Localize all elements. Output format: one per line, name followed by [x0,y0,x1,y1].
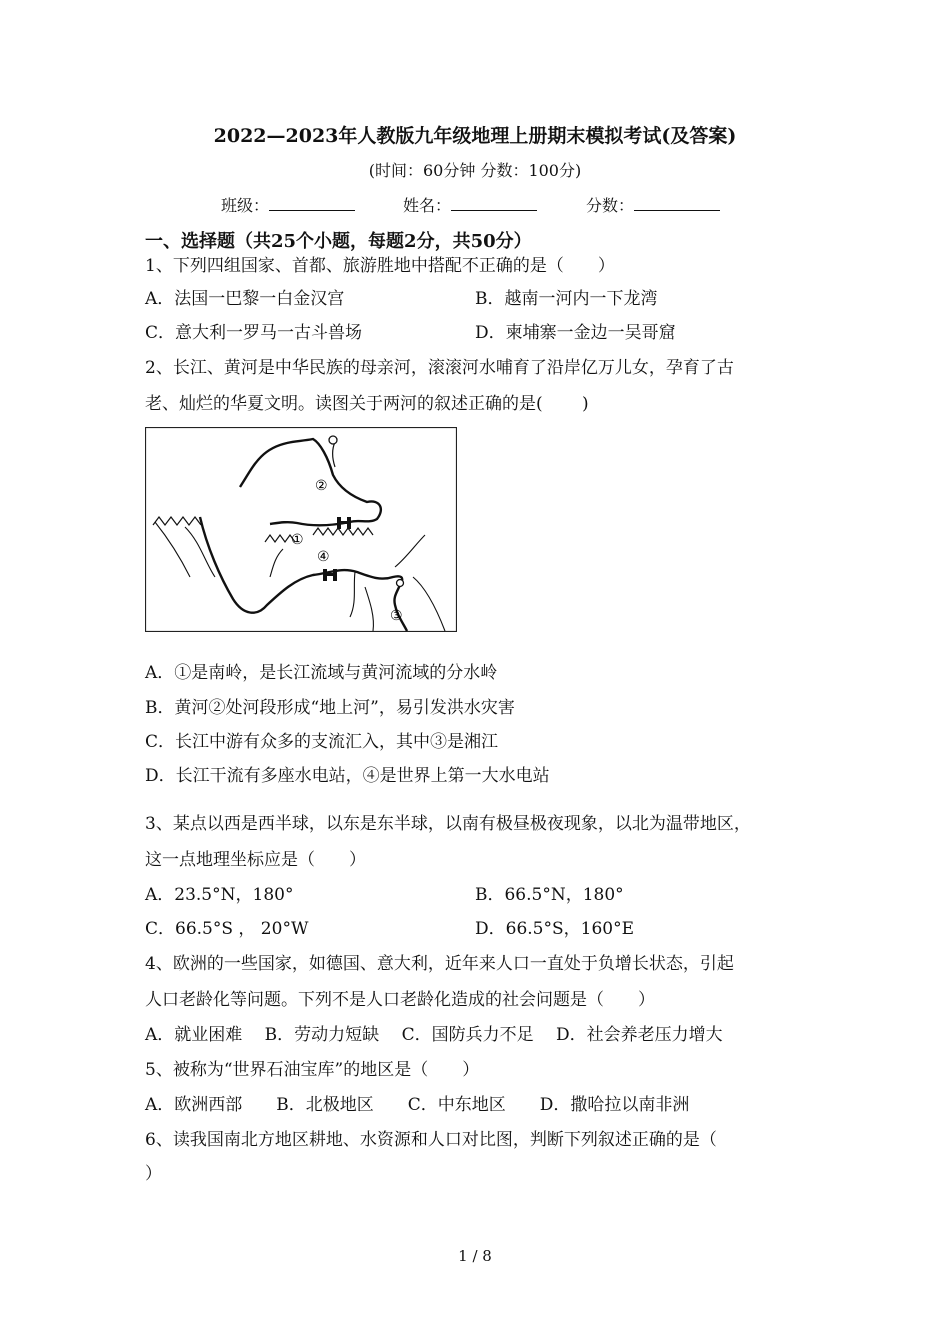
q4-options: A．就业困难 B．劳动力短缺 C．国防兵力不足 D．社会养老压力增大 [145,1025,723,1045]
q3-option-a: A．23.5°N，180° [145,885,294,905]
q2-stem-line1: 2、长江、黄河是中华民族的母亲河，滚滚河水哺育了沿岸亿万儿女，孕育了古 [145,358,734,378]
name-field [403,195,537,217]
yellow-river-mouth-marker [329,436,337,444]
q3-option-b: B．66.5°N，180° [475,885,624,905]
q1-stem: 1、下列四组国家、首都、旅游胜地中搭配不正确的是（ ） [145,256,615,276]
q4-stem-line1: 4、欧洲的一些国家，如德国、意大利，近年来人口一直处于负增长状态，引起 [145,954,734,974]
q2-stem-line2: 老、灿烂的华夏文明。读图关于两河的叙述正确的是( ) [145,394,589,414]
q2-option-b: B．黄河②处河段形成“地上河”，易引发洪水灾害 [145,698,515,718]
q2-option-a: A．①是南岭，是长江流域与黄河流域的分水岭 [145,663,498,683]
map-label-3: ③ [390,608,403,624]
q3-option-d: D．66.5°S，160°E [475,919,634,939]
q2-option-c: C．长江中游有众多的支流汇入，其中③是湘江 [145,732,499,752]
score-label: 分数： [586,196,635,215]
page-number: 1 / 8 [458,1247,492,1265]
rivers-map [145,427,457,632]
q1-option-d: D．柬埔寨一金边一吴哥窟 [475,323,676,343]
map-label-2: ② [315,478,328,494]
class-blank [269,196,355,211]
map-label-1: ① [291,532,304,548]
q1-option-a: A．法国一巴黎一白金汉宫 [145,289,345,309]
name-blank [451,196,537,211]
exam-title: 2022—2023年人教版九年级地理上册期末模拟考试(及答案) [213,125,737,147]
class-field [221,195,355,217]
q3-option-c: C．66.5°S ， 20°W [145,919,309,939]
map-label-4: ④ [317,549,330,565]
q1-option-c: C．意大利一罗马一古斗兽场 [145,323,363,343]
q6-stem-line2: ） [145,1164,162,1184]
score-blank [634,196,720,211]
q3-stem-line2: 这一点地理坐标应是（ ） [145,850,366,870]
q3-stem-line1: 3、某点以西是西半球，以东是东半球，以南有极昼极夜现象，以北为温带地区， [145,814,751,834]
yangtze-lake-marker [397,580,404,587]
q4-stem-line2: 人口老龄化等问题。下列不是人口老龄化造成的社会问题是（ ） [145,990,655,1010]
exam-subtitle: (时间：60分钟 分数：100分) [368,161,582,180]
class-label: 班级： [221,196,270,215]
q1-option-b: B．越南一河内一下龙湾 [475,289,658,309]
map-frame [146,428,457,632]
q5-stem: 5、被称为“世界石油宝库”的地区是（ ） [145,1060,480,1080]
q6-stem-line1: 6、读我国南北方地区耕地、水资源和人口对比图，判断下列叙述正确的是（ [145,1130,717,1150]
score-field [586,195,720,217]
q5-options: A．欧洲西部 B．北极地区 C．中东地区 D．撒哈拉以南非洲 [145,1095,690,1115]
section-heading: 一、选择题（共25个小题，每题2分，共50分） [145,231,532,252]
name-label: 姓名： [403,196,452,215]
q2-option-d: D．长江干流有多座水电站，④是世界上第一大水电站 [145,766,550,786]
